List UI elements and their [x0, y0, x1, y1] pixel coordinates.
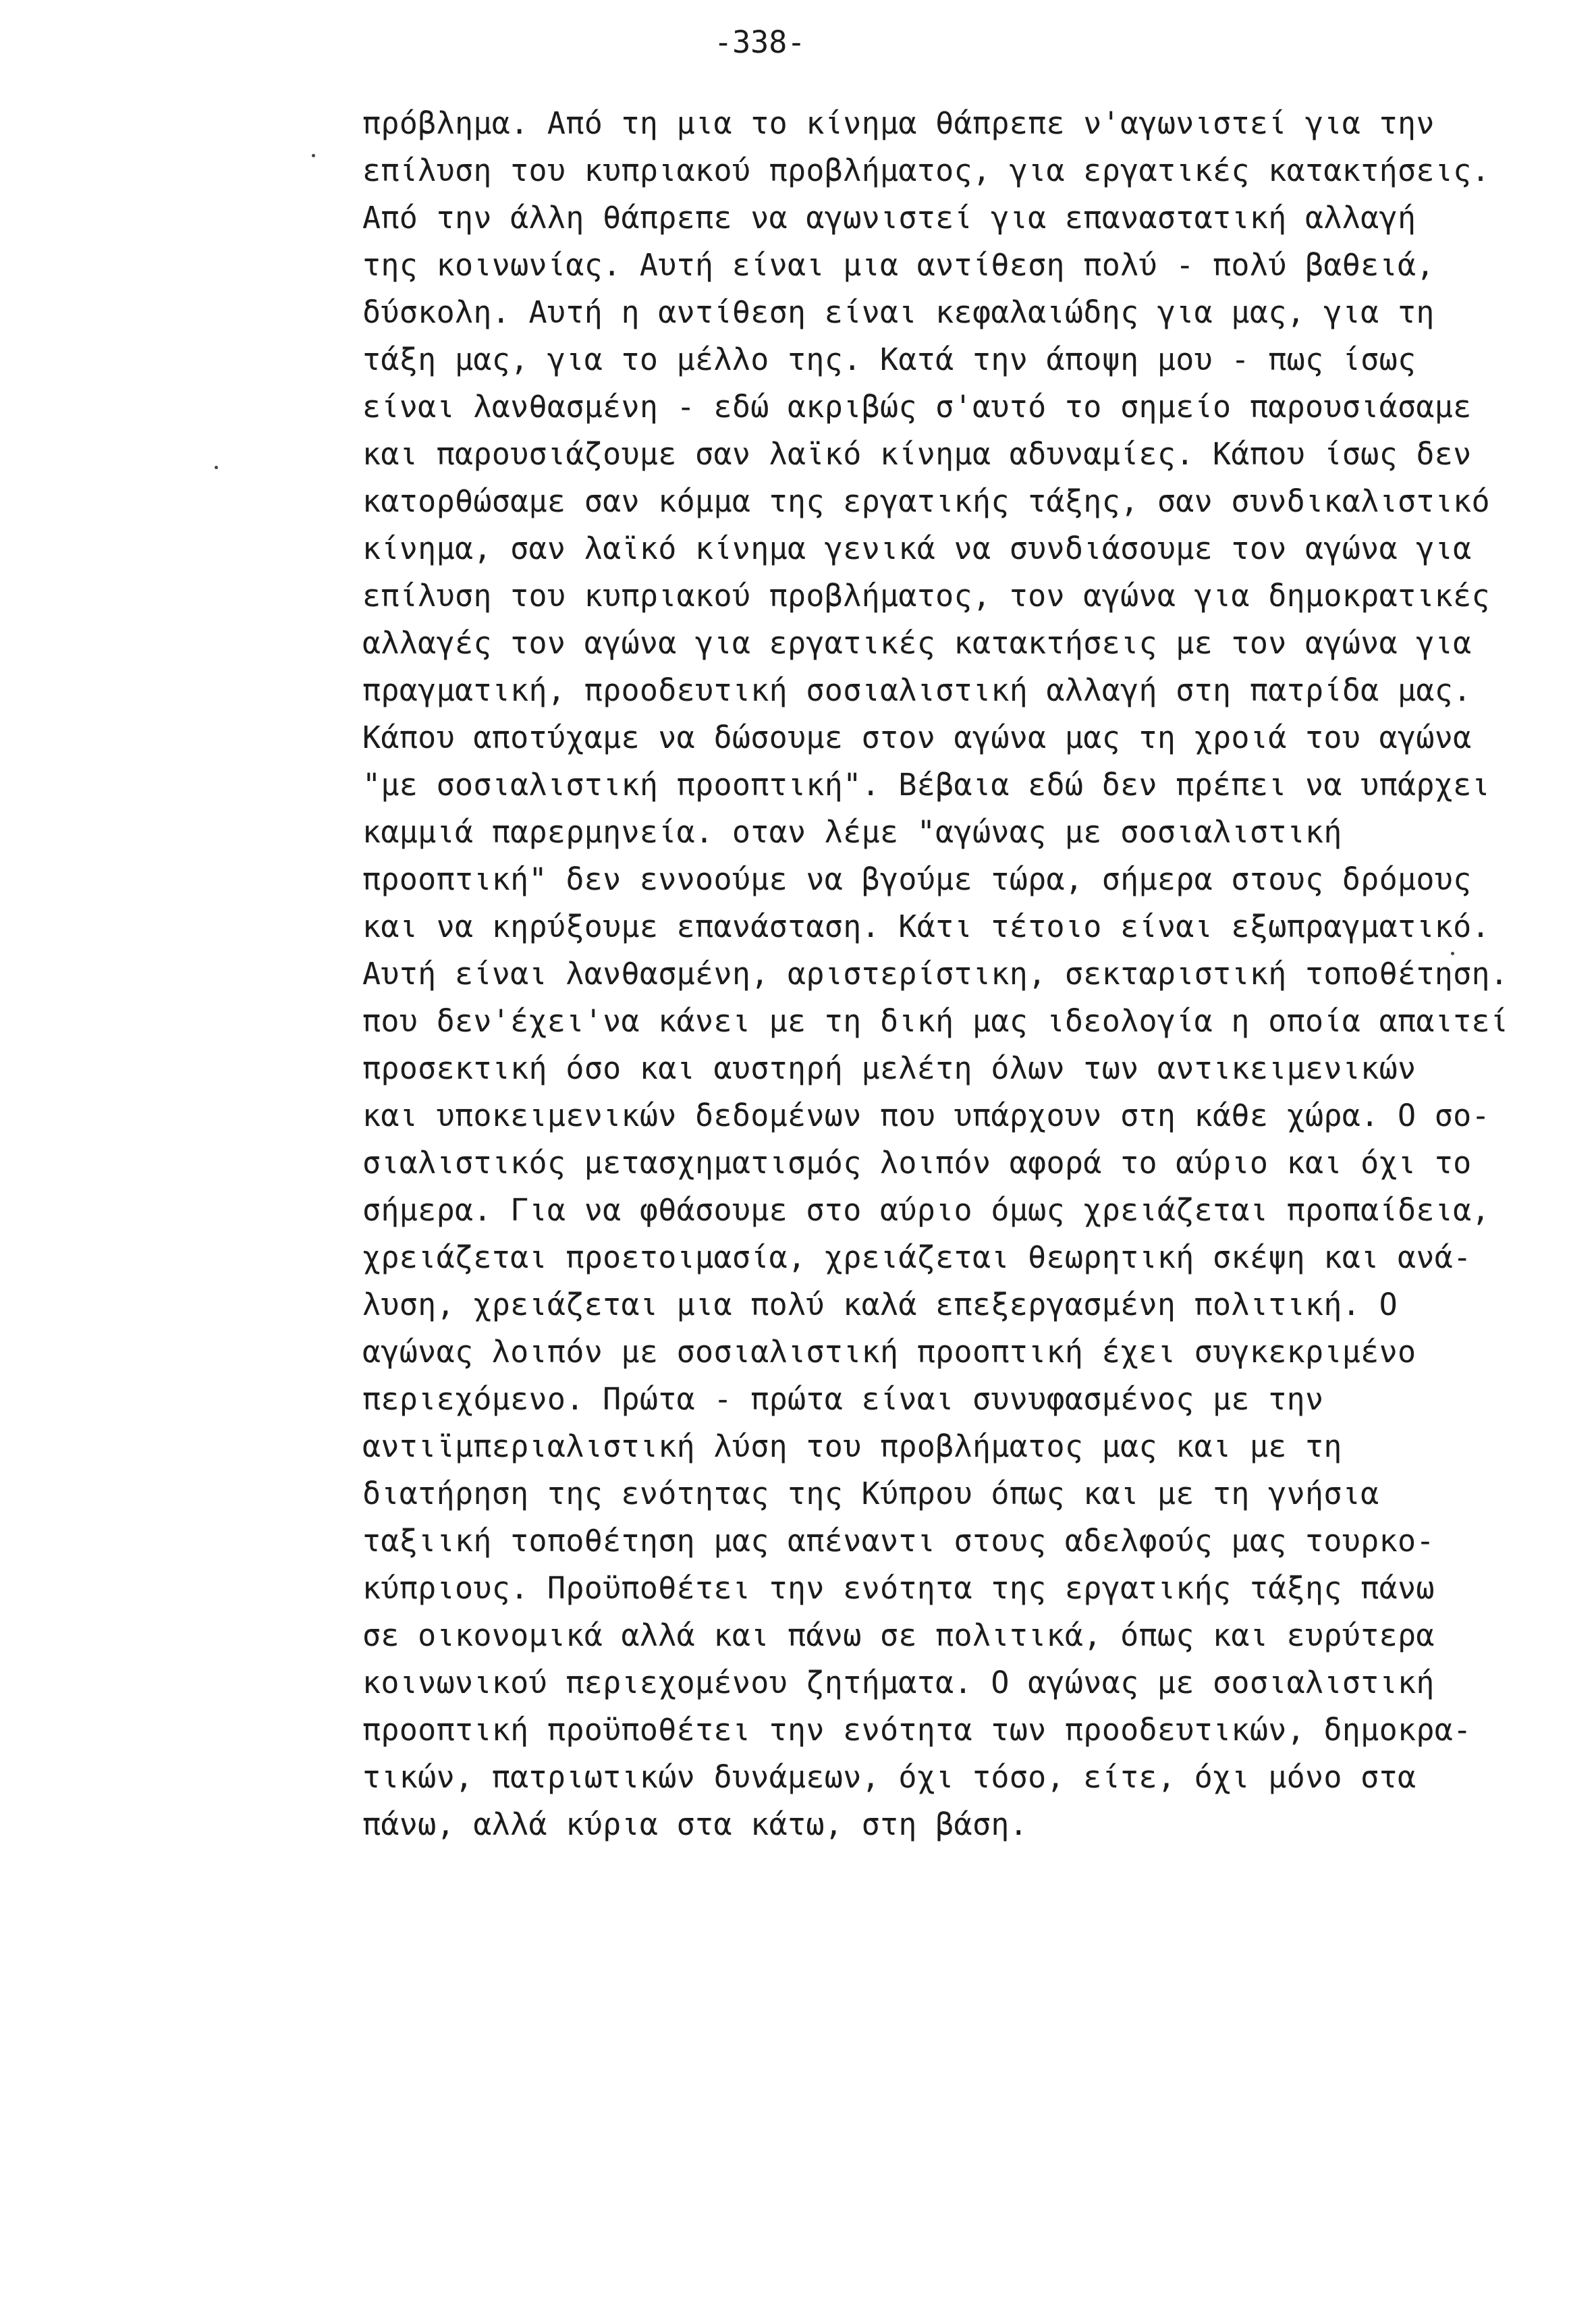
scan-artifact-dot — [312, 154, 315, 157]
text-line: σιαλιστικός μετασχηματισμός λοιπόν αφορά το αύριο και όχι το — [362, 1145, 1472, 1181]
text-line: πάνω, αλλά κύρια στα κάτω, στη βάση. — [362, 1806, 1028, 1842]
text-line: Αυτή είναι λανθασμένη, αριστερίστικη, σεκταριστική τοποθέτηση. — [362, 956, 1509, 992]
text-line: και να κηρύξουμε επανάσταση. Κάτι τέτοιο είναι εξωπραγματικό. — [362, 909, 1490, 944]
text-line: καμμιά παρερμηνεία. οταν λέμε "αγώνας με σοσιαλιστική — [362, 814, 1342, 850]
text-line: προσεκτική όσο και αυστηρή μελέτη όλων των αντικειμενικών — [362, 1050, 1416, 1086]
text-line: αντιϊμπεριαλιστική λύση του προβλήματος μας και με τη — [362, 1428, 1342, 1464]
text-line: που δεν'έχει'να κάνει με τη δική μας ιδεολογία η οποία απαιτεί — [362, 1003, 1509, 1039]
text-line: Κάπου αποτύχαμε να δώσουμε στον αγώνα μας τη χροιά του αγώνα — [362, 720, 1472, 755]
text-line: κατορθώσαμε σαν κόμμα της εργατικής τάξης, σαν συνδικαλιστικό — [362, 483, 1490, 519]
text-line: επίλυση του κυπριακού προβλήματος, για εργατικές κατακτήσεις. — [362, 153, 1490, 188]
text-line: και παρουσιάζουμε σαν λαϊκό κίνημα αδυναμίες. Κάπου ίσως δεν — [362, 436, 1472, 472]
text-line: προοπτική" δεν εννοούμε να βγούμε τώρα, σήμερα στους δρόμους — [362, 861, 1472, 897]
text-line: σε οικονομικά αλλά και πάνω σε πολιτικά, όπως και ευρύτερα — [362, 1617, 1435, 1653]
text-line: της κοινωνίας. Αυτή είναι μια αντίθεση πολύ - πολύ βαθειά, — [362, 247, 1435, 283]
text-line: κοινωνικού περιεχομένου ζητήματα. Ο αγώνας με σοσιαλιστική — [362, 1665, 1435, 1700]
text-line: λυση, χρειάζεται μια πολύ καλά επεξεργασμένη πολιτική. Ο — [362, 1287, 1398, 1322]
text-line: περιεχόμενο. Πρώτα - πρώτα είναι συνυφασμένος με την — [362, 1381, 1324, 1417]
text-line: αλλαγές τον αγώνα για εργατικές κατακτήσεις με τον αγώνα για — [362, 625, 1472, 661]
text-line: Από την άλλη θάπρεπε να αγωνιστεί για επαναστατική αλλαγή — [362, 200, 1416, 236]
text-line: τικών, πατριωτικών δυνάμεων, όχι τόσο, είτε, όχι μόνο στα — [362, 1759, 1416, 1795]
text-line: κίνημα, σαν λαϊκό κίνημα γενικά να συνδιάσουμε τον αγώνα για — [362, 531, 1472, 566]
page-number: -338- — [714, 24, 806, 60]
document-body — [362, 100, 1577, 1848]
text-line: προοπτική προϋποθέτει την ενότητα των προοδευτικών, δημοκρα- — [362, 1712, 1472, 1748]
text-line: "με σοσιαλιστική προοπτική". Βέβαια εδώ δεν πρέπει να υπάρχει — [362, 767, 1490, 803]
text-line: πραγματική, προοδευτική σοσιαλιστική αλλαγή στη πατρίδα μας. — [362, 672, 1472, 708]
text-line: επίλυση του κυπριακού προβλήματος, τον αγώνα για δημοκρατικές — [362, 578, 1490, 614]
text-line: αγώνας λοιπόν με σοσιαλιστική προοπτική έχει συγκεκριμένο — [362, 1334, 1416, 1370]
scan-artifact-dot — [215, 466, 218, 469]
text-line: πρόβλημα. Από τη μια το κίνημα θάπρεπε ν'αγωνιστεί για την — [362, 105, 1435, 141]
text-line: ταξιική τοποθέτηση μας απέναντι στους αδελφούς μας τουρκο- — [362, 1523, 1435, 1559]
text-line: και υποκειμενικών δεδομένων που υπάρχουν στη κάθε χώρα. Ο σο- — [362, 1098, 1490, 1133]
text-line: δύσκολη. Αυτή η αντίθεση είναι κεφαλαιώδης για μας, για τη — [362, 294, 1435, 330]
text-line: είναι λανθασμένη - εδώ ακριβώς σ'αυτό το σημείο παρουσιάσαμε — [362, 389, 1472, 425]
text-line: τάξη μας, για το μέλλο της. Κατά την άποψη μου - πως ίσως — [362, 342, 1416, 377]
text-line: κύπριους. Προϋποθέτει την ενότητα της εργατικής τάξης πάνω — [362, 1570, 1435, 1606]
text-line: χρειάζεται προετοιμασία, χρειάζεται θεωρητική σκέψη και ανά- — [362, 1239, 1472, 1275]
text-line: σήμερα. Για να φθάσουμε στο αύριο όμως χρειάζεται προπαίδεια, — [362, 1192, 1490, 1228]
text-line: διατήρηση της ενότητας της Κύπρου όπως και με τη γνήσια — [362, 1476, 1379, 1511]
